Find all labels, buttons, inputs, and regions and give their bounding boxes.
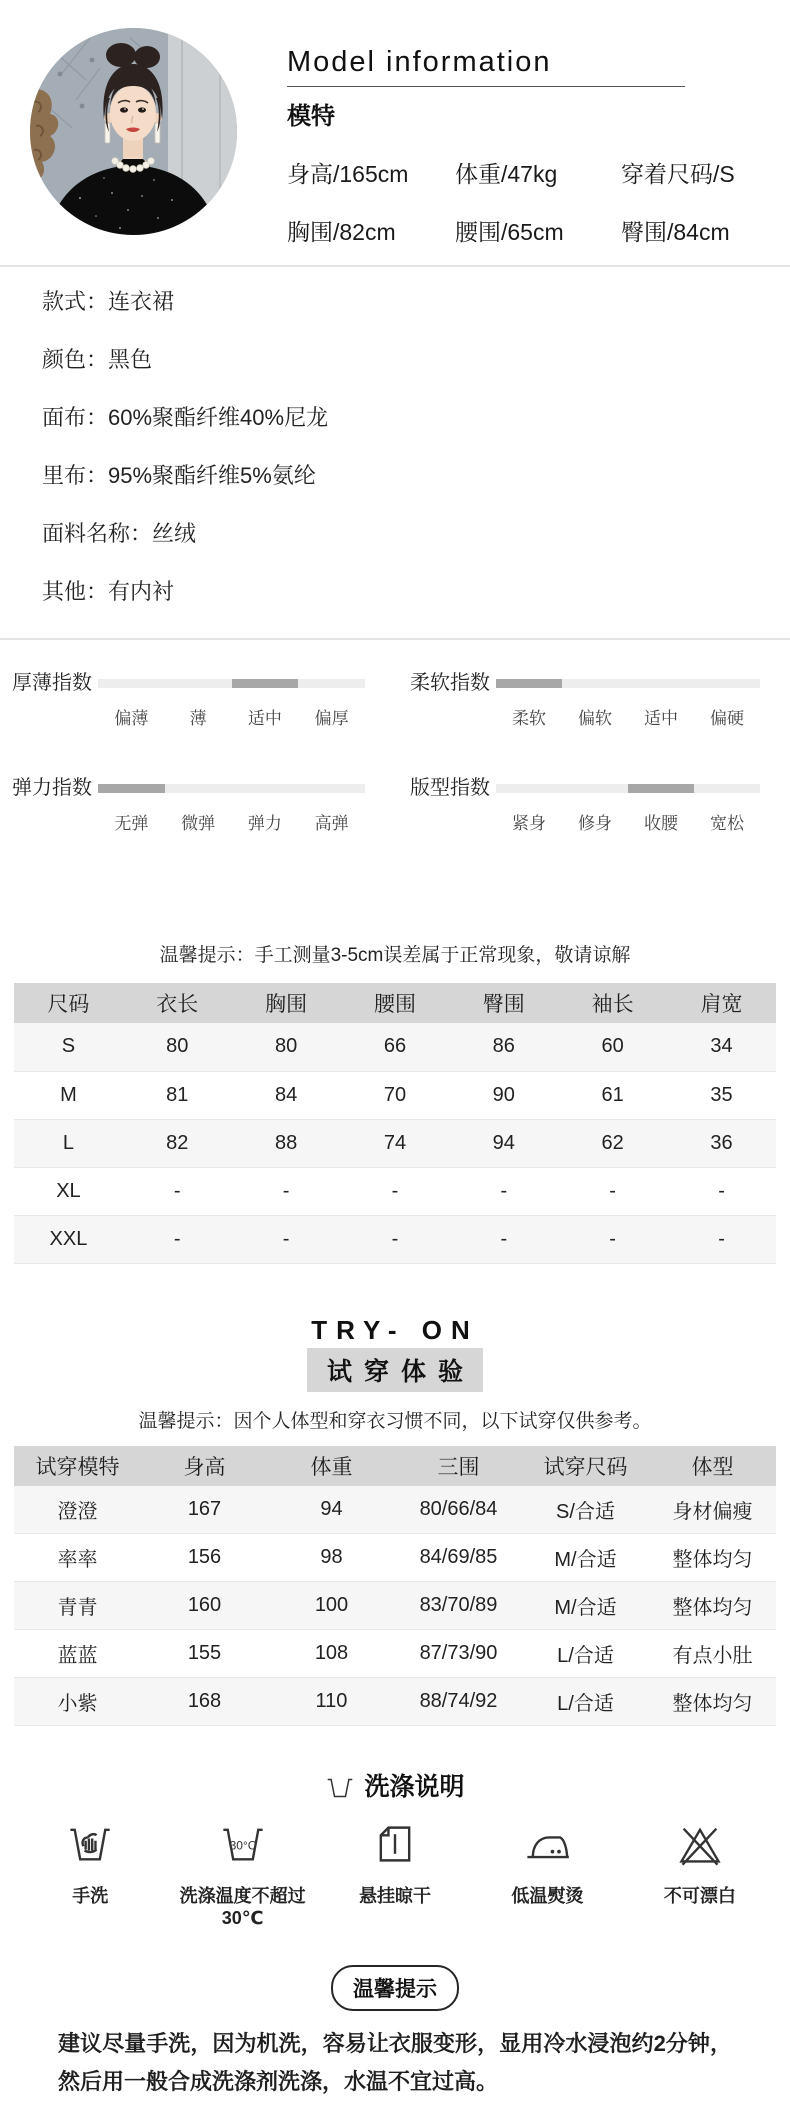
column-header: 三围 [395,1446,522,1486]
product-attributes-section [0,267,790,604]
table-cell: - [609,1227,616,1250]
index-active-segment [628,784,694,793]
index-level-label: 偏厚 [314,709,349,728]
table-cell: 70 [383,1083,407,1106]
bottom-tip-text: 建议尽量手洗，因为机洗，容易让衣服变形，显用冷水浸泡约2分钟，然后用一般合成洗涤剂洗涤，水温不宜过高。 [58,2031,732,2094]
index-track [98,784,365,793]
attribute-shell-fabric [42,406,748,430]
attribute-label: 款式： [42,289,109,314]
washing-item-no-bleach [624,1820,776,1929]
table-row [14,1071,776,1119]
column-header: 试穿尺码 [522,1446,649,1486]
table-cell: - [391,1227,399,1250]
table-cell: 86 [492,1035,515,1058]
table-row [14,1023,776,1071]
table-cell: 88/74/92 [419,1690,498,1712]
table-row [14,1486,776,1534]
table-cell: 108 [314,1642,349,1664]
table-row [14,1678,776,1726]
attribute-value: 95%聚酯纤维5%氨纶 [108,463,316,488]
table-header-row [14,1446,776,1486]
table-cell: M [60,1083,77,1106]
no-bleach-icon [676,1820,724,1868]
table-cell: 整体均匀 [672,1597,753,1619]
attribute-label: 里布： [42,463,109,488]
washing-item-wash-30 [166,1820,318,1929]
washing-title [0,1772,790,1802]
model-bust: 胸围/82cm [287,219,396,245]
index-slider [496,672,760,729]
svg-text:30°C: 30°C [229,1838,257,1853]
index-slider [98,777,365,834]
table-cell: XXL [49,1227,88,1250]
table-cell: 98 [320,1546,343,1568]
washing-item-label: 悬挂晾干 [359,1886,432,1906]
model-avatar [30,28,237,235]
column-header: 袖长 [558,983,667,1023]
table-cell: 168 [187,1690,222,1712]
index-column-left [0,672,395,882]
index-level-labels [98,704,365,729]
index-level-label: 紧身 [512,814,546,833]
table-cell: - [500,1179,508,1202]
index-active-segment [232,679,299,688]
table-cell: 80 [274,1035,298,1058]
washing-item-label: 低温熨烫 [511,1886,584,1906]
attribute-lining-fabric [42,464,748,488]
table-cell: 82 [166,1131,189,1154]
column-header: 体型 [649,1446,776,1486]
table-cell: - [500,1227,508,1250]
column-header: 尺码 [14,983,123,1023]
table-cell: 94 [492,1131,515,1154]
attribute-other [42,580,748,604]
table-cell: 160 [187,1594,222,1616]
attribute-value: 连衣裙 [108,289,175,314]
table-cell: XL [56,1179,81,1202]
table-cell: 80/66/84 [419,1497,498,1520]
index-slider [98,672,365,729]
table-cell: 整体均匀 [672,1549,753,1571]
model-waist: 腰围/65cm [455,219,564,245]
table-cell: 84 [274,1083,298,1106]
table-cell: - [282,1179,290,1202]
washing-item-label: 手洗 [72,1886,109,1906]
index-level-label: 适中 [644,709,678,728]
index-name: 厚薄指数 [12,672,92,694]
index-level-label: 收腰 [644,814,678,833]
table-cell: M/合适 [554,1549,617,1571]
table-row [14,1630,776,1678]
index-thickness [12,672,395,729]
wash-30c-icon [219,1820,267,1868]
bottom-tip-badge: 温馨提示 [331,1965,459,2011]
table-cell: - [391,1179,399,1202]
tryon-title-en: TRY- ON [311,1314,479,1345]
attribute-label: 颜色： [42,347,109,372]
index-track [496,679,760,688]
index-level-label: 高弹 [314,814,349,833]
wash-basin-icon [325,1772,355,1802]
table-cell: - [282,1227,290,1250]
attribute-color [42,348,748,372]
table-cell: 62 [601,1131,624,1154]
table-cell: 88 [274,1131,298,1154]
index-softness [410,672,790,729]
model-height: 身高/165cm [287,161,409,187]
table-cell: - [718,1179,725,1202]
table-cell: L/合适 [557,1693,614,1715]
fabric-index-section [0,640,790,882]
table-row [14,1215,776,1263]
table-cell: 81 [166,1083,189,1106]
attribute-value: 丝绒 [152,521,197,546]
index-level-label: 弹力 [247,814,282,833]
index-level-label: 修身 [578,814,612,833]
bottom-tip-wrap [0,1965,790,2011]
column-header: 体重 [268,1446,395,1486]
size-table [14,983,776,1264]
hand-wash-icon [66,1820,114,1868]
table-cell: 100 [314,1594,349,1616]
attribute-fabric-name [42,522,748,546]
index-level-label: 微弹 [181,814,216,833]
table-cell: S/合适 [556,1500,615,1523]
column-header: 臀围 [449,983,558,1023]
washing-item-hang-dry [319,1820,471,1929]
index-track [98,679,365,688]
table-cell: 74 [383,1131,407,1154]
column-header: 腰围 [341,983,450,1023]
table-cell: 蓝蓝 [57,1645,98,1667]
attribute-label: 其他： [42,579,109,604]
index-level-label: 偏硬 [710,709,744,728]
table-cell: - [173,1227,181,1250]
model-details [287,28,757,265]
model-info-title-cn: 模特 [287,103,335,130]
table-cell: - [173,1179,181,1202]
table-cell: 80 [166,1035,189,1058]
index-active-segment [496,679,562,688]
column-header: 身高 [141,1446,268,1486]
table-cell: 36 [710,1131,733,1154]
table-cell: 87/73/90 [419,1642,498,1664]
model-measurements-row [287,214,757,247]
table-cell: M/合适 [554,1597,617,1619]
model-hip: 臀围/84cm [621,219,730,245]
model-wearing-size: 穿着尺码/S [621,161,735,187]
table-cell: 167 [187,1497,222,1520]
index-level-label: 适中 [247,709,282,728]
table-cell: 整体均匀 [672,1693,753,1715]
tryon-title-cn: 试穿体验 [307,1348,483,1392]
column-header: 胸围 [232,983,341,1023]
table-cell: 66 [383,1035,407,1058]
table-cell: 84/69/85 [419,1546,498,1568]
column-header: 肩宽 [667,983,776,1023]
washing-item-label: 洗涤温度不超过30℃ [179,1886,306,1928]
index-level-labels [496,704,760,729]
index-name: 弹力指数 [12,777,92,799]
index-fit [410,777,790,834]
washing-item-iron-low [471,1820,623,1929]
tryon-title-cn-wrap [0,1348,790,1392]
index-level-label: 偏软 [578,709,612,728]
index-track [496,784,760,793]
index-name: 版型指数 [410,777,490,799]
column-header: 衣长 [123,983,232,1023]
attribute-value: 有内衬 [108,579,175,604]
hang-dry-icon [371,1820,419,1868]
table-cell: 156 [187,1546,222,1568]
index-level-label: 偏薄 [114,709,149,728]
table-cell: 94 [320,1497,343,1520]
table-cell: 有点小肚 [672,1645,753,1667]
table-cell: 青青 [57,1597,98,1619]
table-row [14,1582,776,1630]
index-level-label: 宽松 [710,814,744,833]
table-cell: - [609,1179,616,1202]
index-level-label: 无弹 [114,814,149,833]
table-header-row [14,983,776,1023]
table-row [14,1167,776,1215]
table-cell: L/合适 [557,1645,614,1667]
washing-items-row [14,1820,776,1929]
index-elasticity [12,777,395,834]
table-cell: 小紫 [57,1693,98,1715]
index-level-labels [496,809,760,834]
table-cell: 61 [601,1083,624,1106]
model-measurements-row [287,156,757,189]
index-active-segment [98,784,165,793]
model-portrait-illustration [30,28,237,235]
washing-item-label: 不可漂白 [663,1886,736,1906]
attribute-value: 60%聚酯纤维40%尼龙 [108,405,329,430]
table-cell: 澄澄 [57,1500,98,1523]
table-cell: 83/70/89 [419,1594,498,1616]
index-level-label: 薄 [189,709,207,728]
attribute-value: 黑色 [108,347,153,372]
index-column-right [395,672,790,882]
index-level-labels [98,809,365,834]
table-row [14,1534,776,1582]
column-header: 试穿模特 [14,1446,141,1486]
index-name: 柔软指数 [410,672,490,694]
table-cell: 90 [492,1083,515,1106]
table-cell: - [718,1227,725,1250]
table-cell: 34 [710,1035,733,1058]
index-level-label: 柔软 [512,709,546,728]
table-cell: 率率 [57,1549,98,1571]
tryon-note: 温馨提示：因个人体型和穿衣习惯不同，以下试穿仅供参考。 [138,1410,652,1432]
table-cell: 155 [187,1642,222,1664]
table-cell: 35 [710,1083,733,1106]
model-info-title-en: Model information [287,46,685,87]
table-cell: L [62,1131,74,1154]
attribute-label: 面料名称： [42,521,153,546]
table-row [14,1119,776,1167]
attribute-label: 面布： [42,405,109,430]
model-weight: 体重/47kg [455,161,558,187]
washing-item-hand-wash [14,1820,166,1929]
washing-title-text: 洗涤说明 [364,1773,465,1801]
iron-low-icon [523,1820,571,1868]
model-info-section [0,0,790,265]
table-cell: 110 [315,1690,348,1712]
attribute-style [42,290,748,314]
table-cell: 身材偏瘦 [672,1500,753,1523]
size-measure-note: 温馨提示：手工测量3-5cm误差属于正常现象，敬请谅解 [159,945,631,966]
index-slider [496,777,760,834]
tryon-table [14,1446,776,1727]
table-cell: S [61,1035,76,1058]
table-cell: 60 [601,1035,624,1058]
